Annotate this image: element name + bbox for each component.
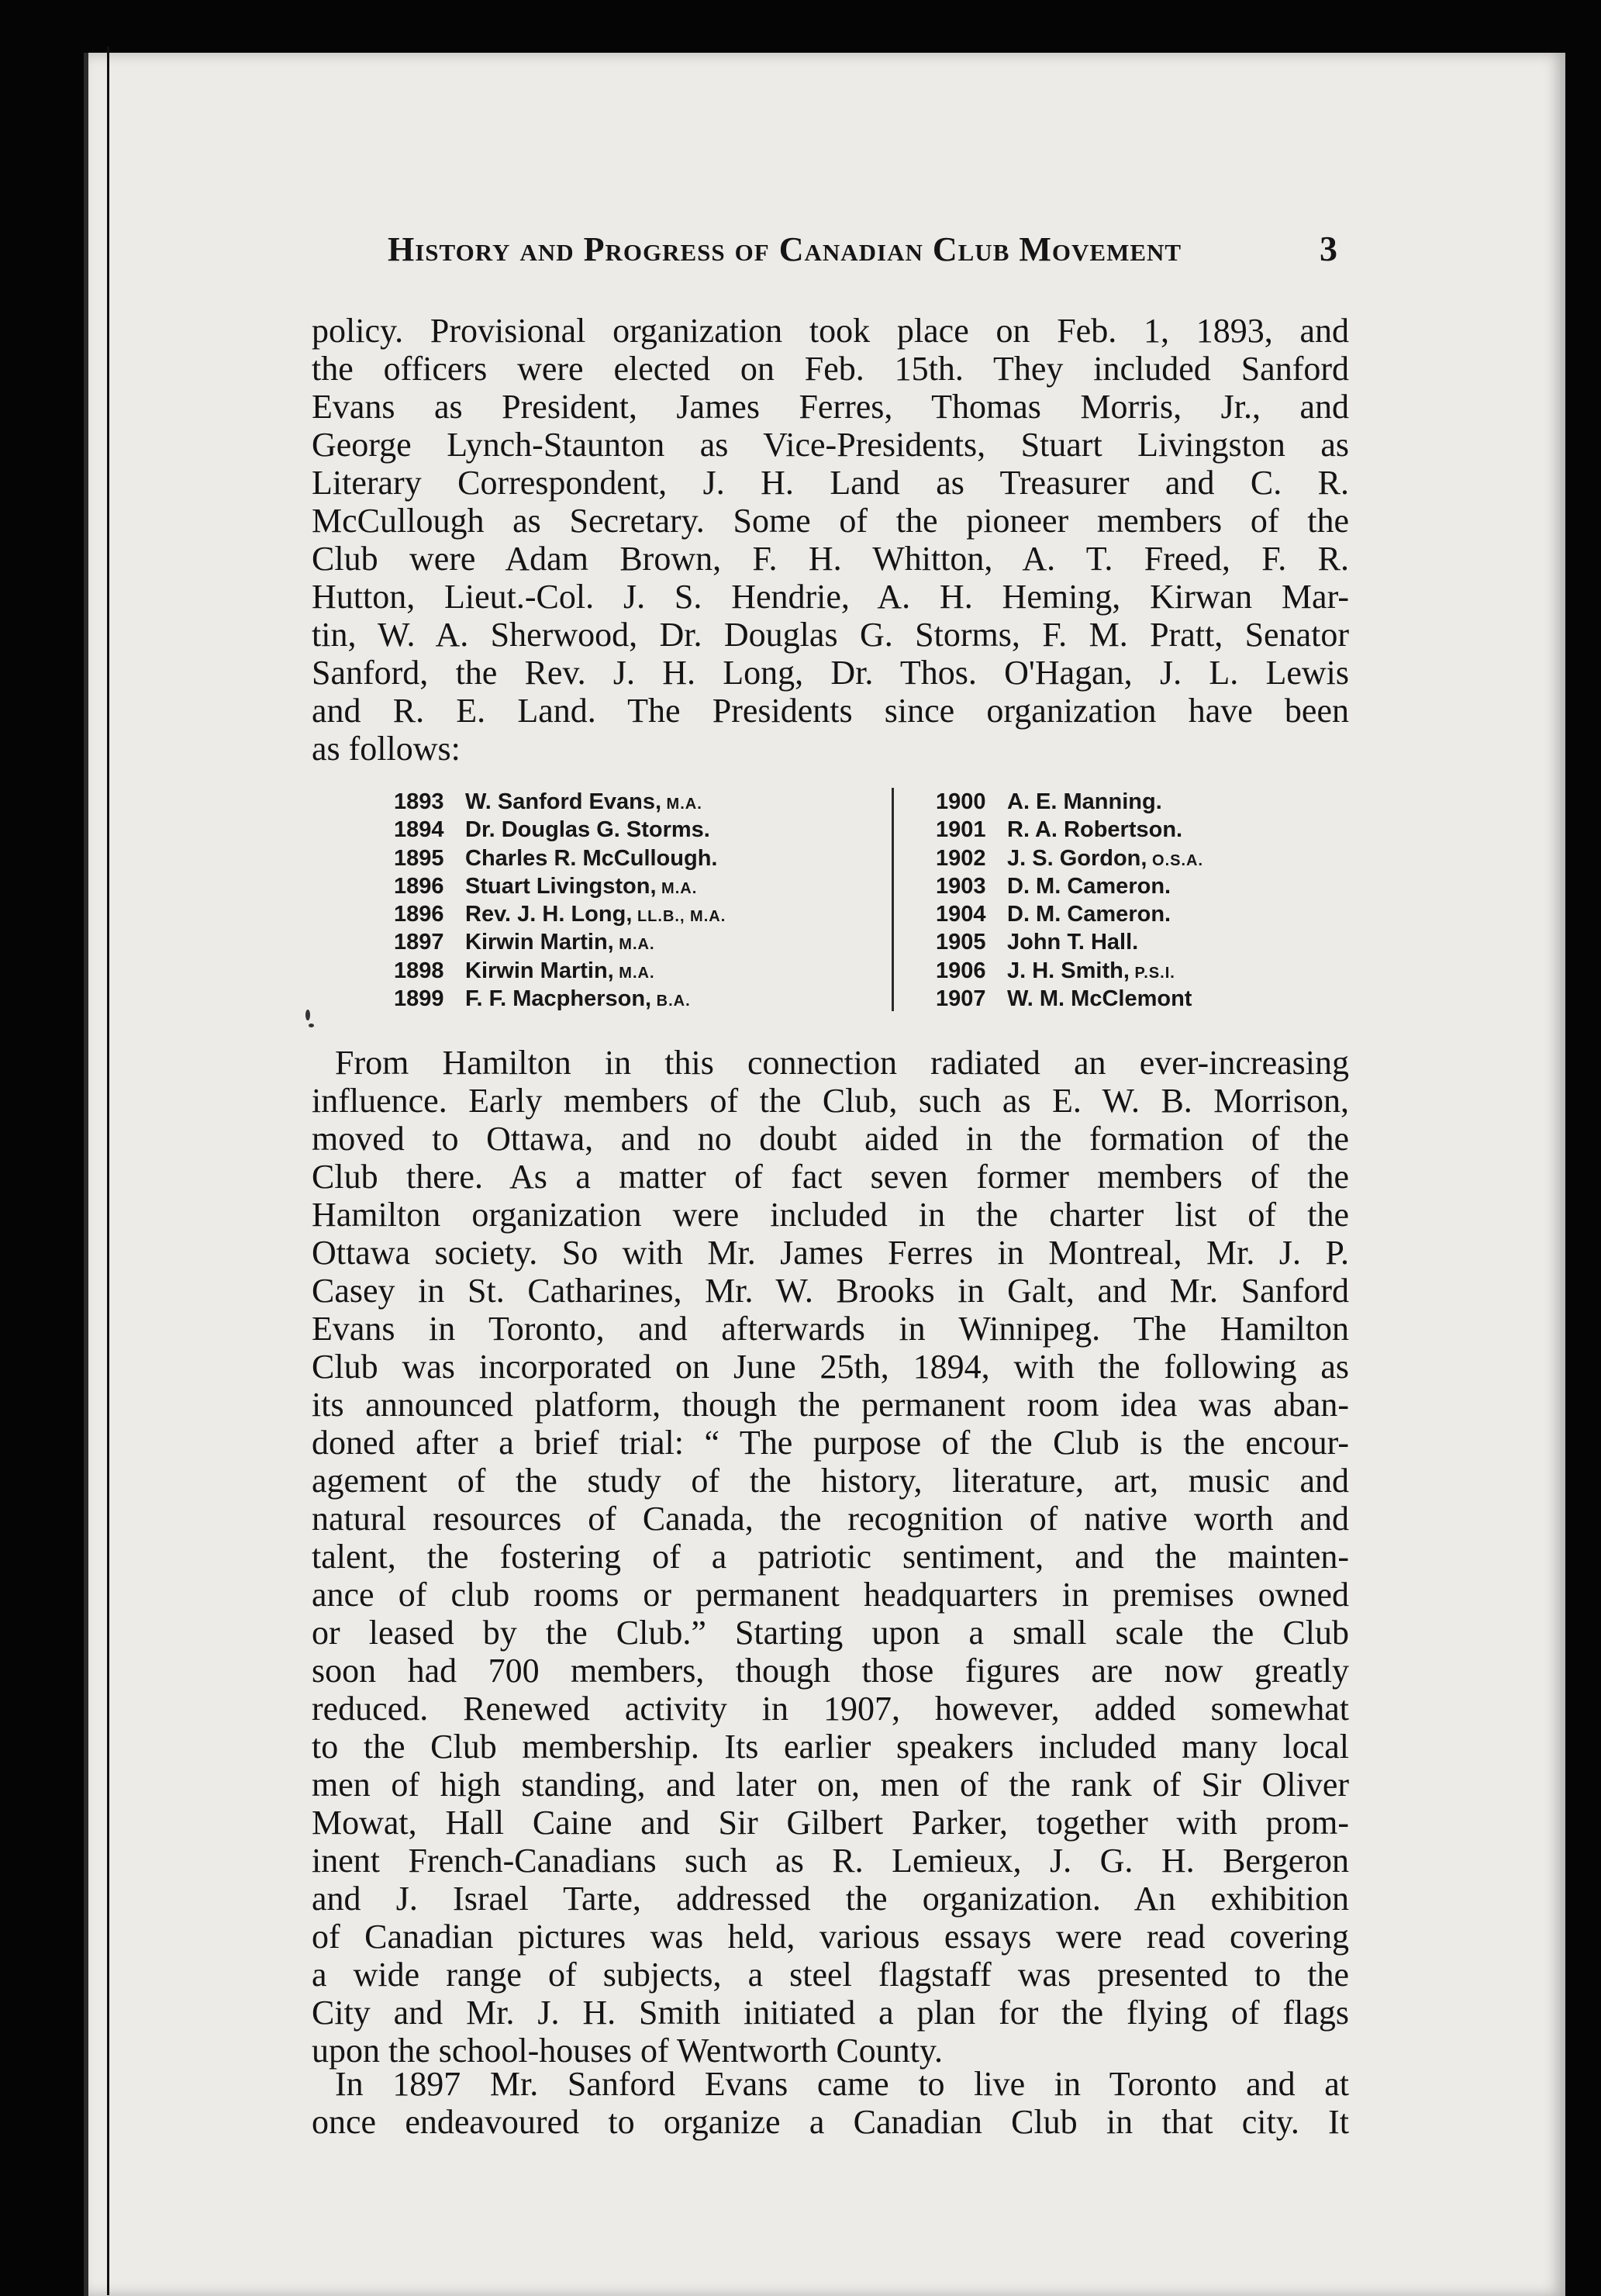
- text-line: Club were Adam Brown, F. H. Whitton, A. T. Freed, F. R.: [312, 540, 1349, 578]
- text-line: and R. E. Land. The Presidents since organization have been: [312, 692, 1349, 730]
- president-entry: [936, 985, 1203, 1013]
- president-entry: [394, 844, 726, 872]
- text-line: In 1897 Mr. Sanford Evans came to live in Toronto and at: [335, 2065, 1349, 2103]
- column-divider: [892, 788, 894, 1011]
- text-line: agement of the study of the history, literature, art, music and: [312, 1462, 1349, 1500]
- text-line: moved to Ottawa, and no doubt aided in the formation of the: [312, 1120, 1349, 1158]
- president-degree: LL.B., M.A.: [632, 908, 726, 926]
- text-line: Literary Correspondent, J. H. Land as Treasurer and C. R.: [312, 464, 1349, 502]
- president-name: J. H. Smith,: [1007, 958, 1130, 983]
- print-speck: [309, 1024, 314, 1027]
- text-line: Evans in Toronto, and afterwards in Winnipeg. The Hamilton: [312, 1310, 1349, 1348]
- president-entry: [394, 900, 726, 928]
- president-year: 1905: [936, 930, 986, 955]
- text-line: as follows:: [312, 730, 461, 768]
- text-line: to the Club membership. Its earlier speakers included many local: [312, 1728, 1349, 1766]
- text-line: Club was incorporated on June 25th, 1894, with the following as: [312, 1348, 1349, 1386]
- president-year: 1893: [394, 789, 444, 814]
- presidents-column-left: [394, 788, 726, 1013]
- president-name: Kirwin Martin,: [465, 958, 614, 983]
- president-year: 1894: [394, 817, 444, 843]
- president-year: 1901: [936, 817, 986, 843]
- president-name: John T. Hall.: [1007, 930, 1139, 955]
- president-name: Rev. J. H. Long,: [465, 902, 633, 927]
- text-line: upon the school-houses of Wentworth County.: [312, 2032, 944, 2070]
- president-degree: M.A.: [613, 936, 655, 954]
- president-degree: P.S.I.: [1129, 964, 1175, 982]
- text-line: Ottawa society. So with Mr. James Ferres in Montreal, Mr. J. P.: [312, 1234, 1349, 1272]
- president-entry: [936, 928, 1203, 956]
- president-degree: B.A.: [651, 993, 691, 1010]
- president-year: 1898: [394, 958, 444, 983]
- president-entry: [936, 816, 1203, 844]
- text-line: policy. Provisional organization took place on Feb. 1, 1893, and: [312, 312, 1349, 350]
- president-degree: M.A.: [661, 796, 702, 813]
- president-entry: [394, 816, 726, 844]
- president-year: 1897: [394, 930, 444, 955]
- president-year: 1896: [394, 902, 444, 927]
- president-name: W. M. McClemont: [1007, 986, 1192, 1012]
- president-name: J. S. Gordon,: [1007, 845, 1147, 871]
- text-line: Hutton, Lieut.-Col. J. S. Hendrie, A. H. Heming, Kirwan Mar-: [312, 578, 1349, 616]
- text-line: From Hamilton in this connection radiated an ever-increasing: [335, 1044, 1349, 1082]
- president-year: 1896: [394, 873, 444, 899]
- president-year: 1906: [936, 958, 986, 983]
- president-name: R. A. Robertson.: [1007, 817, 1183, 843]
- president-name: Charles R. McCullough.: [465, 845, 718, 871]
- president-name: F. F. Macpherson,: [465, 986, 652, 1012]
- text-line: a wide range of subjects, a steel flagstaff was presented to the: [312, 1956, 1349, 1994]
- president-year: 1902: [936, 845, 986, 871]
- president-entry: [936, 900, 1203, 928]
- page-gutter-line: [107, 47, 109, 2295]
- text-line: natural resources of Canada, the recognition of native worth and: [312, 1500, 1349, 1538]
- president-entry: [394, 985, 726, 1013]
- president-entry: [394, 872, 726, 900]
- text-line: influence. Early members of the Club, such as E. W. B. Morrison,: [312, 1082, 1349, 1120]
- print-speck: [305, 1010, 310, 1020]
- president-entry: [936, 844, 1203, 872]
- text-line: Hamilton organization were included in the charter list of the: [312, 1196, 1349, 1234]
- president-year: 1899: [394, 986, 444, 1012]
- president-entry: [394, 788, 726, 816]
- text-line: soon had 700 members, though those figures are now greatly: [312, 1652, 1349, 1690]
- text-line: inent French-Canadians such as R. Lemieux, J. G. H. Bergeron: [312, 1842, 1349, 1880]
- president-degree: M.A.: [656, 879, 698, 897]
- text-line: McCullough as Secretary. Some of the pioneer members of the: [312, 502, 1349, 540]
- president-entry: [936, 957, 1203, 985]
- president-year: 1900: [936, 789, 986, 814]
- text-line: George Lynch-Staunton as Vice-Presidents, Stuart Livingston as: [312, 426, 1349, 464]
- text-line: the officers were elected on Feb. 15th. They included Sanford: [312, 350, 1349, 388]
- president-name: W. Sanford Evans,: [465, 789, 661, 814]
- text-line: Mowat, Hall Caine and Sir Gilbert Parker, together with prom-: [312, 1804, 1349, 1842]
- president-name: D. M. Cameron.: [1007, 902, 1171, 927]
- president-year: 1907: [936, 986, 986, 1012]
- text-line: men of high standing, and later on, men of the rank of Sir Oliver: [312, 1766, 1349, 1804]
- president-degree: O.S.A.: [1147, 851, 1204, 869]
- president-year: 1895: [394, 845, 444, 871]
- text-line: ance of club rooms or permanent headquarters in premises owned: [312, 1576, 1349, 1614]
- president-year: 1904: [936, 902, 986, 927]
- president-year: 1903: [936, 873, 986, 899]
- text-line: doned after a brief trial: “ The purpose of the Club is the encour-: [312, 1424, 1349, 1462]
- president-name: Kirwin Martin,: [465, 930, 614, 955]
- president-name: Dr. Douglas G. Storms.: [465, 817, 710, 843]
- text-line: City and Mr. J. H. Smith initiated a plan for the flying of flags: [312, 1994, 1349, 2032]
- president-entry: [936, 788, 1203, 816]
- paragraph-1: [312, 312, 1349, 768]
- president-name: A. E. Manning.: [1007, 789, 1162, 814]
- text-line: reduced. Renewed activity in 1907, however, added somewhat: [312, 1690, 1349, 1728]
- president-entry: [394, 957, 726, 985]
- text-line: Sanford, the Rev. J. H. Long, Dr. Thos. O'Hagan, J. L. Lewis: [312, 654, 1349, 692]
- president-entry: [394, 928, 726, 956]
- president-degree: M.A.: [613, 964, 655, 982]
- presidents-column-right: [936, 788, 1203, 1013]
- running-header: History and Progress of Canadian Club Movement: [388, 230, 1182, 268]
- text-line: its announced platform, though the permanent room idea was aban-: [312, 1386, 1349, 1424]
- text-line: of Canadian pictures was held, various essays were read covering: [312, 1918, 1349, 1956]
- text-line: once endeavoured to organize a Canadian Club in that city. It: [312, 2103, 1349, 2141]
- president-name: D. M. Cameron.: [1007, 873, 1171, 899]
- president-entry: [936, 872, 1203, 900]
- paragraph-3: [312, 2065, 1349, 2141]
- presidents-list: [394, 788, 1301, 1013]
- text-line: talent, the fostering of a patriotic sentiment, and the mainten-: [312, 1538, 1349, 1576]
- text-line: Casey in St. Catharines, Mr. W. Brooks in Galt, and Mr. Sanford: [312, 1272, 1349, 1310]
- paragraph-2: [312, 1044, 1349, 2070]
- text-line: and J. Israel Tarte, addressed the organization. An exhibition: [312, 1880, 1349, 1918]
- president-name: Stuart Livingston,: [465, 873, 657, 899]
- text-line: Evans as President, James Ferres, Thomas Morris, Jr., and: [312, 388, 1349, 426]
- page-number: 3: [1320, 229, 1337, 268]
- text-line: or leased by the Club.” Starting upon a small scale the Club: [312, 1614, 1349, 1652]
- text-line: Club there. As a matter of fact seven former members of the: [312, 1158, 1349, 1196]
- text-line: tin, W. A. Sherwood, Dr. Douglas G. Storms, F. M. Pratt, Senator: [312, 616, 1349, 654]
